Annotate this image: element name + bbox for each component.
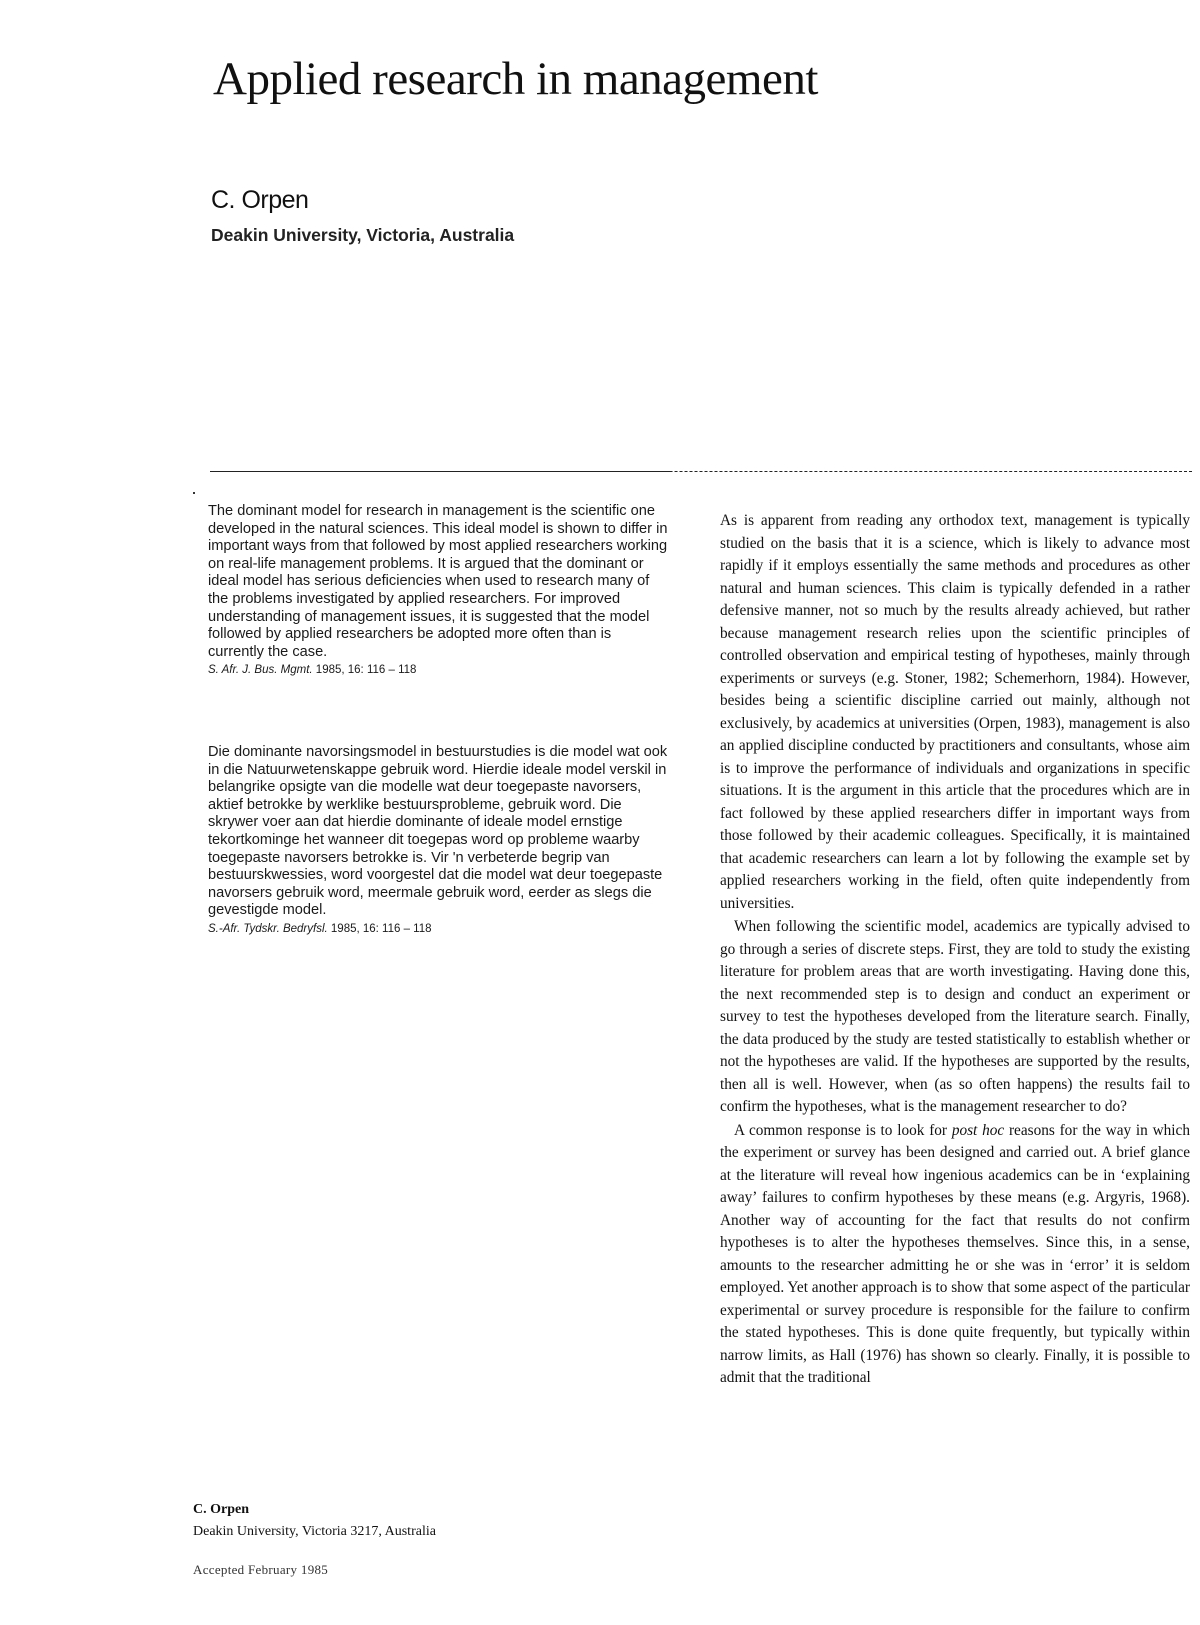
section-divider-solid bbox=[210, 471, 670, 472]
author-name: C. Orpen bbox=[211, 186, 309, 214]
article-title: Applied research in management bbox=[213, 53, 818, 105]
citation-journal: S.-Afr. Tydskr. Bedryfsl. bbox=[208, 922, 328, 935]
abstract-afrikaans-text: Die dominante navorsingsmodel in bestuurstudies is die model wat ook in die Natuurwetenskappe gebruik word. Hierdie ideale model verskil in belangrike opsigte van die modelle wat deur toegepaste navorsers, aktief betrokke by werklike bestuursprobleme, gebruik word. Die skrywer voer aan dat hierdie dominante of ideale model ernstige tekortkominge het wanneer dit toegepas word op probleme waarby toegepaste navorsers betrokke is. Vir 'n verbeterde begrip van bestuurskwessies, word voorgestel dat die model wat deur toegepaste navorsers gebruik word, meermale gebruik word, eerder as slegs die gevestigde model. bbox=[208, 744, 668, 919]
abstract-english bbox=[208, 503, 668, 680]
body-paragraph-2: When following the scientific model, academics are typically advised to go through a series of discrete steps. First, they are told to study the existing literature for problem areas that are worth investigating. Having done this, the next recommended step is to design and conduct an experiment or survey to test the hypotheses developed from the literature search. Finally, the data produced by the study are tested statistically to establish whether or not the hypotheses are valid. If the hypotheses are supported by the results, then all is well. However, when (as so often happens) the results fail to confirm the hypotheses, what is the management researcher to do? bbox=[720, 918, 1190, 1115]
latin-term: post hoc bbox=[951, 1121, 1005, 1139]
citation-details: 1985, 16: 116 – 118 bbox=[330, 922, 432, 935]
scan-speck bbox=[193, 492, 195, 494]
abstract-afrikaans-citation bbox=[208, 921, 668, 939]
abstract-english-text: The dominant model for research in management is the scientific one developed in the natural sciences. This ideal model is shown to differ in important ways from that followed by most applied researchers working on real-life management problems. It is argued that the dominant or ideal model has serious deficiencies when used to research many of the problems investigated by applied researchers. For improved understanding of management issues, it is suggested that the model followed by applied researchers be adopted more often than is currently the case. bbox=[208, 503, 668, 660]
abstract-english-citation bbox=[208, 662, 668, 680]
accepted-date: Accepted February 1985 bbox=[193, 1562, 329, 1577]
abstract-afrikaans bbox=[208, 744, 668, 939]
footer-affiliation: Deakin University, Victoria 3217, Australia bbox=[193, 1524, 436, 1539]
body-paragraph-3-rest: reasons for the way in which the experiment or survey has been designed and carried out. A brief glance at the literature will reveal how ingenious academics can be in ‘explaining away’ failures to confirm hypotheses by these means (e.g. Argyris, 1968). Another way of accounting for the fact that results do not confirm hypotheses is to alter the hypotheses themselves. Since this, in a sense, amounts to the researcher admitting he or she was in ‘error’ it is seldom employed. Yet another approach is to show that some aspect of the particular experimental or survey procedure is responsible for the failure to confirm the stated hypotheses. This is done quite frequently, but typically within narrow limits, as Hall (1976) has shown so clearly. Finally, it is possible to admit that the traditional bbox=[720, 1121, 1190, 1386]
body-paragraph-1: As is apparent from reading any orthodox text, management is typically studied on the basis that it is a science, which is likely to advance most rapidly if it employs essentially the same methods and procedures as other natural and human sciences. This claim is typically defended in a rather defensive manner, not so much by the results already achieved, but rather because management research relies upon the scientific principles of controlled observation and empirical testing of hypotheses, mainly through experiments or surveys (e.g. Stoner, 1982; Schemerhorn, 1984). However, besides being a scientific discipline carried out mainly, although not exclusively, by academics at universities (Orpen, 1983), management is also an applied discipline conducted by practitioners and consultants, whose aim is to improve the performance of individuals and organizations in specific situations. It is the argument in this article that the procedures which are in fact followed by these applied researchers differ in important ways from those followed by their academic colleagues. Specifically, it is maintained that academic researchers can learn a lot by following the example set by applied researchers working in the field, often quite independently from universities. bbox=[720, 512, 1190, 912]
body-text-column bbox=[720, 510, 1190, 1391]
author-affiliation: Deakin University, Victoria, Australia bbox=[211, 225, 515, 245]
footer-author: C. Orpen bbox=[193, 1502, 249, 1517]
body-paragraph-3-start: A common response is to look for bbox=[734, 1121, 952, 1139]
citation-details: 1985, 16: 116 – 118 bbox=[315, 664, 417, 677]
body-paragraph-3 bbox=[720, 1120, 1190, 1390]
citation-journal: S. Afr. J. Bus. Mgmt. bbox=[208, 664, 313, 677]
